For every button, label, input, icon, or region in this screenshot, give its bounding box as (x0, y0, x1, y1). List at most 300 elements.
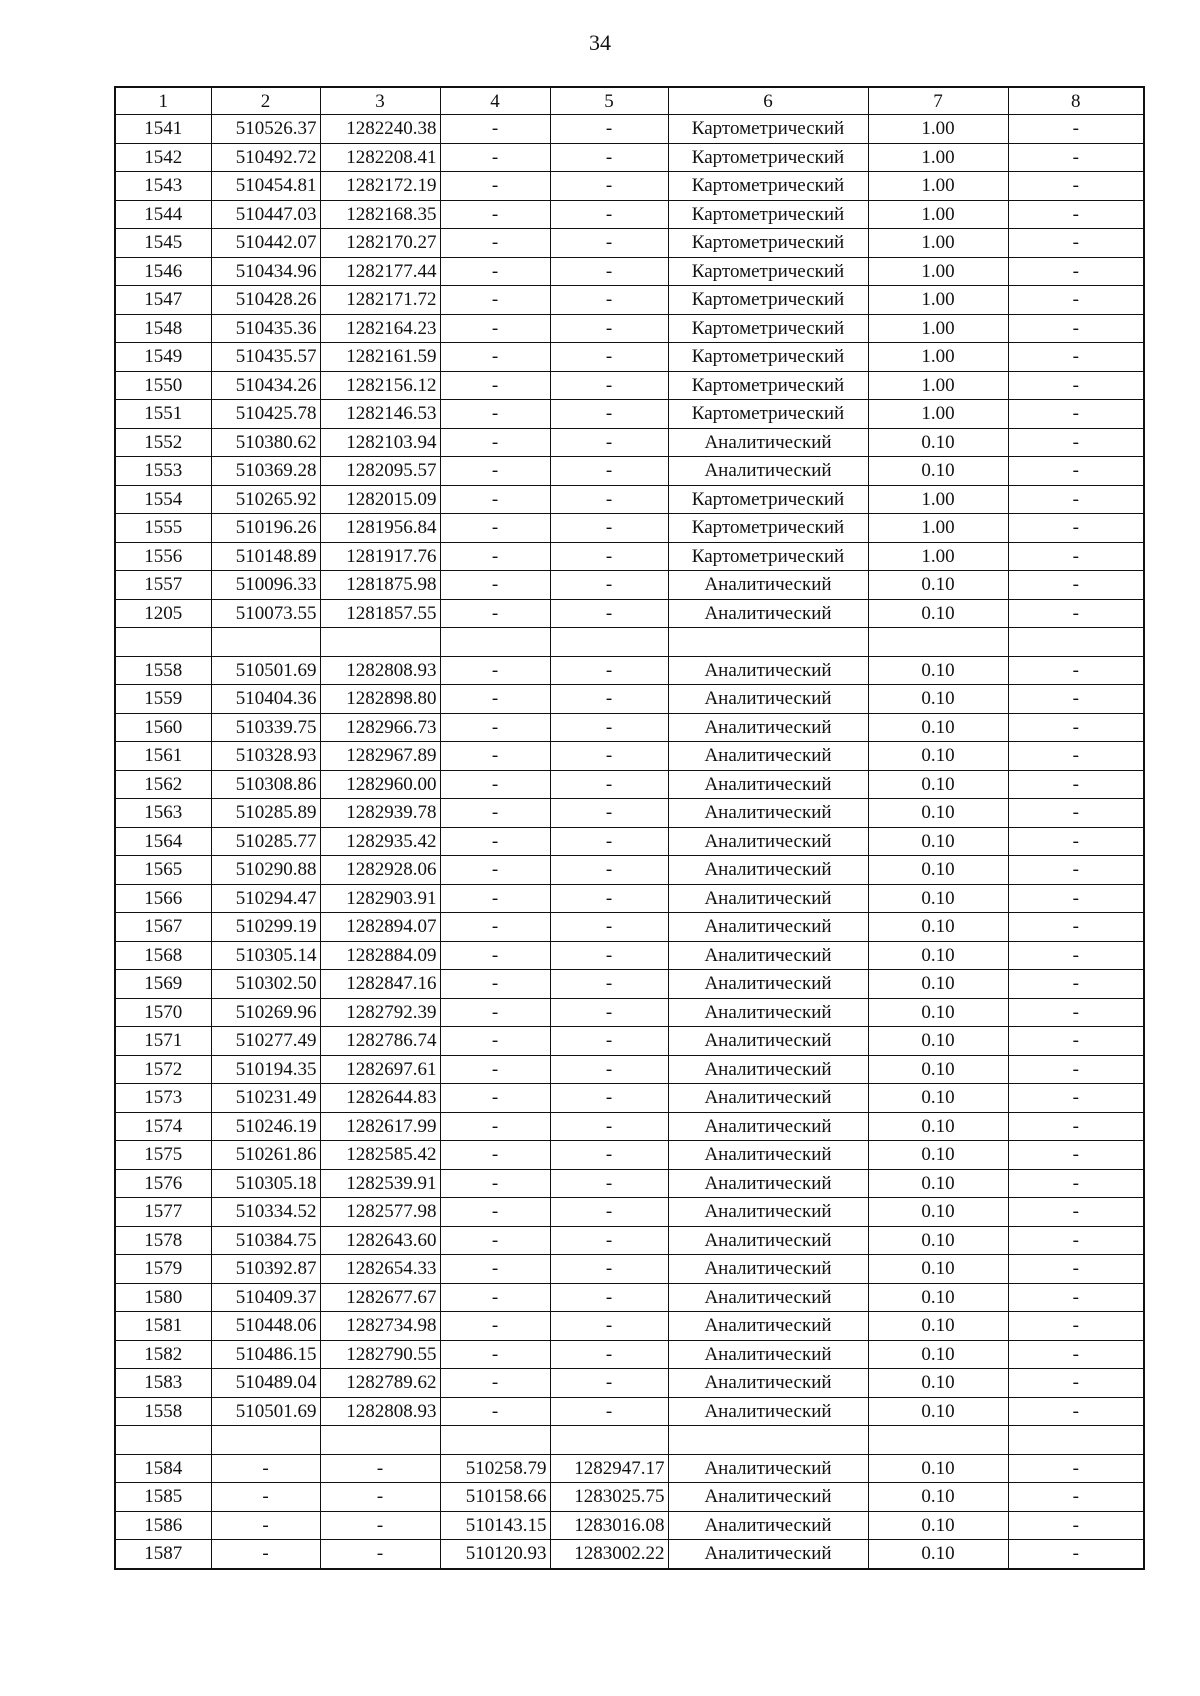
table-cell: 1552 (115, 428, 211, 457)
table-cell: Аналитический (668, 1141, 868, 1170)
table-cell: Картометрический (668, 286, 868, 315)
table-cell: 510305.18 (211, 1169, 320, 1198)
table-cell: - (211, 1540, 320, 1569)
table-cell: - (1008, 115, 1144, 144)
table-cell: - (550, 1055, 668, 1084)
table-cell: 1576 (115, 1169, 211, 1198)
table-cell: Аналитический (668, 1483, 868, 1512)
table-cell: 510096.33 (211, 571, 320, 600)
table-cell: 1282164.23 (320, 314, 440, 343)
table-cell: Аналитический (668, 941, 868, 970)
table-cell: - (1008, 1112, 1144, 1141)
table-cell: - (1008, 1369, 1144, 1398)
table-cell: - (1008, 172, 1144, 201)
table-cell: 510409.37 (211, 1283, 320, 1312)
table-cell: - (550, 514, 668, 543)
table-cell: - (440, 1112, 550, 1141)
table-cell: 510328.93 (211, 742, 320, 771)
table-cell: - (440, 1312, 550, 1341)
table-cell: Картометрический (668, 257, 868, 286)
table-row (115, 343, 1144, 372)
table-cell: - (1008, 286, 1144, 315)
table-row (115, 742, 1144, 771)
table-cell: Аналитический (668, 1226, 868, 1255)
table-cell: - (1008, 1483, 1144, 1512)
table-cell: Аналитический (668, 685, 868, 714)
table-cell: - (440, 970, 550, 999)
table-cell: Аналитический (668, 1283, 868, 1312)
table-cell: Аналитический (668, 656, 868, 685)
table-cell: 510261.86 (211, 1141, 320, 1170)
table-cell: - (1008, 314, 1144, 343)
table-row (115, 1340, 1144, 1369)
table-row (115, 970, 1144, 999)
table-row (115, 1426, 1144, 1455)
table-cell: - (1008, 542, 1144, 571)
table-cell: - (320, 1483, 440, 1512)
table-cell: 510339.75 (211, 713, 320, 742)
table-cell: 0.10 (868, 1312, 1008, 1341)
table-row (115, 1141, 1144, 1170)
table-cell: 1573 (115, 1084, 211, 1113)
table-cell: Картометрический (668, 371, 868, 400)
table-cell: - (440, 542, 550, 571)
table-cell: 510447.03 (211, 200, 320, 229)
table-cell: 510073.55 (211, 599, 320, 628)
table-cell: 1281857.55 (320, 599, 440, 628)
table-cell: - (1008, 913, 1144, 942)
table-cell: - (550, 1112, 668, 1141)
table-cell: 510258.79 (440, 1454, 550, 1483)
table-cell: 1.00 (868, 343, 1008, 372)
table-cell: 510425.78 (211, 400, 320, 429)
table-row (115, 1112, 1144, 1141)
table-row (115, 542, 1144, 571)
table-cell: - (1008, 685, 1144, 714)
table-cell: - (440, 514, 550, 543)
table-cell: 1282171.72 (320, 286, 440, 315)
table-cell: 1282095.57 (320, 457, 440, 486)
table-cell: - (440, 1141, 550, 1170)
table-cell: 1543 (115, 172, 211, 201)
table-cell: - (1008, 1540, 1144, 1569)
table-cell: 0.10 (868, 1540, 1008, 1569)
table-cell: Аналитический (668, 1454, 868, 1483)
table-cell: 510501.69 (211, 656, 320, 685)
table-cell: 1283025.75 (550, 1483, 668, 1512)
column-header: 8 (1008, 87, 1144, 115)
table-row (115, 485, 1144, 514)
table-cell: - (440, 713, 550, 742)
table-cell: 1282146.53 (320, 400, 440, 429)
table-cell: 1282786.74 (320, 1027, 440, 1056)
table-cell: - (550, 1340, 668, 1369)
table-cell: 510294.47 (211, 884, 320, 913)
table-cell: 1556 (115, 542, 211, 571)
table-cell: - (1008, 742, 1144, 771)
table-row (115, 1369, 1144, 1398)
table-cell: - (440, 571, 550, 600)
table-cell: - (440, 941, 550, 970)
table-cell: - (1008, 428, 1144, 457)
table-cell: 0.10 (868, 1027, 1008, 1056)
table-cell: - (440, 257, 550, 286)
table-cell (868, 628, 1008, 657)
table-cell: 510434.96 (211, 257, 320, 286)
table-cell: - (1008, 827, 1144, 856)
table-cell: 0.10 (868, 1141, 1008, 1170)
table-cell: - (1008, 1169, 1144, 1198)
table-cell: Аналитический (668, 713, 868, 742)
table-cell: 1282847.16 (320, 970, 440, 999)
table-cell: 1580 (115, 1283, 211, 1312)
table-cell: 1586 (115, 1511, 211, 1540)
table-cell: - (550, 229, 668, 258)
table-cell: Аналитический (668, 1312, 868, 1341)
table-cell: 0.10 (868, 599, 1008, 628)
table-cell: 0.10 (868, 941, 1008, 970)
table-cell: 1.00 (868, 542, 1008, 571)
table-cell: 1562 (115, 770, 211, 799)
table-cell: - (550, 571, 668, 600)
table-cell: - (1008, 400, 1144, 429)
table-cell: 510196.26 (211, 514, 320, 543)
table-cell: - (1008, 257, 1144, 286)
table-row (115, 1454, 1144, 1483)
table-cell: 1565 (115, 856, 211, 885)
table-cell: 0.10 (868, 1255, 1008, 1284)
table-cell: 0.10 (868, 856, 1008, 885)
table-cell: 1282177.44 (320, 257, 440, 286)
table-cell: Аналитический (668, 827, 868, 856)
table-cell: - (440, 1226, 550, 1255)
table-cell: 1549 (115, 343, 211, 372)
table-cell: 1282734.98 (320, 1312, 440, 1341)
table-cell: 1577 (115, 1198, 211, 1227)
table-cell: - (440, 1169, 550, 1198)
table-cell: - (1008, 1141, 1144, 1170)
table-cell: Аналитический (668, 1397, 868, 1426)
header-row (115, 87, 1144, 115)
table-cell: - (1008, 1511, 1144, 1540)
table-cell: 1575 (115, 1141, 211, 1170)
column-header: 3 (320, 87, 440, 115)
table-cell: 0.10 (868, 1483, 1008, 1512)
table-cell: - (550, 172, 668, 201)
table-cell: 0.10 (868, 685, 1008, 714)
table-cell: - (440, 685, 550, 714)
table-cell: - (440, 115, 550, 144)
table-cell: Аналитический (668, 998, 868, 1027)
table-cell: 510120.93 (440, 1540, 550, 1569)
table-cell: 1282644.83 (320, 1084, 440, 1113)
table-row (115, 1312, 1144, 1341)
table-row (115, 286, 1144, 315)
table-cell: 1587 (115, 1540, 211, 1569)
table-cell: - (440, 457, 550, 486)
table-cell: 1541 (115, 115, 211, 144)
table-cell: 1282170.27 (320, 229, 440, 258)
table-cell: 1554 (115, 485, 211, 514)
table-cell: 1.00 (868, 485, 1008, 514)
table-cell: 1282539.91 (320, 1169, 440, 1198)
table-row (115, 457, 1144, 486)
table-cell: 1560 (115, 713, 211, 742)
table-cell: - (550, 799, 668, 828)
table-cell: - (440, 799, 550, 828)
table-cell: Аналитический (668, 1055, 868, 1084)
table-row (115, 685, 1144, 714)
table-cell (668, 1426, 868, 1455)
table-cell: 1558 (115, 1397, 211, 1426)
table-cell: - (440, 742, 550, 771)
table-cell: - (1008, 571, 1144, 600)
table-cell: - (440, 1369, 550, 1398)
table-cell: 510448.06 (211, 1312, 320, 1341)
table-row (115, 1397, 1144, 1426)
table-cell: 1282617.99 (320, 1112, 440, 1141)
table-cell: 1574 (115, 1112, 211, 1141)
table-cell: - (440, 1255, 550, 1284)
table-cell: 1282208.41 (320, 143, 440, 172)
table-cell: - (550, 1169, 668, 1198)
table-cell: 1282577.98 (320, 1198, 440, 1227)
table-cell: - (550, 770, 668, 799)
table-cell: 1281956.84 (320, 514, 440, 543)
table-cell: - (1008, 371, 1144, 400)
table-cell: 0.10 (868, 1112, 1008, 1141)
table-cell: Аналитический (668, 1112, 868, 1141)
table-row (115, 143, 1144, 172)
table-cell: - (440, 913, 550, 942)
table-cell: 1550 (115, 371, 211, 400)
table-cell: - (550, 1198, 668, 1227)
table-cell (550, 1426, 668, 1455)
table-cell: 1568 (115, 941, 211, 970)
table-cell: 510486.15 (211, 1340, 320, 1369)
table-cell: - (550, 1397, 668, 1426)
table-cell: - (440, 400, 550, 429)
table-cell: - (211, 1483, 320, 1512)
table-cell: - (1008, 514, 1144, 543)
table-cell: 1.00 (868, 286, 1008, 315)
table-cell: - (550, 1141, 668, 1170)
table-cell: - (550, 656, 668, 685)
table-cell: 1551 (115, 400, 211, 429)
table-row (115, 1511, 1144, 1540)
table-cell: - (440, 343, 550, 372)
table-row (115, 1283, 1144, 1312)
table-cell: 1205 (115, 599, 211, 628)
table-row (115, 941, 1144, 970)
table-cell: 510369.28 (211, 457, 320, 486)
table-cell: - (440, 856, 550, 885)
table-cell: 1281917.76 (320, 542, 440, 571)
table-cell: 1.00 (868, 371, 1008, 400)
table-cell: - (550, 1027, 668, 1056)
table-cell (211, 628, 320, 657)
table-cell: 1542 (115, 143, 211, 172)
table-cell: Аналитический (668, 599, 868, 628)
table-cell: Картометрический (668, 115, 868, 144)
table-cell: Аналитический (668, 1511, 868, 1540)
table-cell: Картометрический (668, 229, 868, 258)
table-cell: - (1008, 941, 1144, 970)
table-cell: 1282790.55 (320, 1340, 440, 1369)
table-cell: 0.10 (868, 1454, 1008, 1483)
table-cell: 0.10 (868, 1055, 1008, 1084)
table-row (115, 115, 1144, 144)
table-cell: - (1008, 457, 1144, 486)
table-cell: 510285.77 (211, 827, 320, 856)
table-cell: 510265.92 (211, 485, 320, 514)
table-cell: - (550, 343, 668, 372)
table-cell: Картометрический (668, 485, 868, 514)
table-cell: 1.00 (868, 172, 1008, 201)
table-cell: - (550, 428, 668, 457)
table-cell: - (440, 1084, 550, 1113)
table-cell: - (1008, 229, 1144, 258)
table-cell: Картометрический (668, 314, 868, 343)
table-cell: 1571 (115, 1027, 211, 1056)
page-number: 34 (589, 30, 611, 55)
table-cell (550, 628, 668, 657)
table-cell: 1282643.60 (320, 1226, 440, 1255)
table-cell: - (550, 115, 668, 144)
table-row (115, 1255, 1144, 1284)
column-header: 7 (868, 87, 1008, 115)
table-cell: - (550, 1226, 668, 1255)
table-cell: 0.10 (868, 770, 1008, 799)
table-cell: - (440, 1397, 550, 1426)
table-cell: 1282894.07 (320, 913, 440, 942)
table-cell: 0.10 (868, 827, 1008, 856)
coordinates-table (114, 86, 1145, 1570)
table-cell: 510526.37 (211, 115, 320, 144)
table-cell: 1282939.78 (320, 799, 440, 828)
table-cell: Аналитический (668, 1198, 868, 1227)
table-cell: - (1008, 599, 1144, 628)
table-cell: - (1008, 1027, 1144, 1056)
table-cell: - (550, 542, 668, 571)
table-cell: Аналитический (668, 1255, 868, 1284)
table-cell: 0.10 (868, 1397, 1008, 1426)
table-cell: 0.10 (868, 1226, 1008, 1255)
table-cell: 1282903.91 (320, 884, 440, 913)
table-row (115, 913, 1144, 942)
table-cell: 510434.26 (211, 371, 320, 400)
table-cell: 0.10 (868, 884, 1008, 913)
table-cell: - (440, 371, 550, 400)
table-row (115, 1483, 1144, 1512)
table-cell: - (211, 1511, 320, 1540)
table-cell: 510158.66 (440, 1483, 550, 1512)
table-cell: Картометрический (668, 143, 868, 172)
column-header: 5 (550, 87, 668, 115)
table-cell: - (550, 257, 668, 286)
table-row (115, 257, 1144, 286)
table-cell: - (1008, 1397, 1144, 1426)
table-cell: - (1008, 970, 1144, 999)
table-cell: 1544 (115, 200, 211, 229)
table-cell: - (550, 1312, 668, 1341)
table-cell: 1283016.08 (550, 1511, 668, 1540)
table-cell: 1563 (115, 799, 211, 828)
table-cell: Аналитический (668, 571, 868, 600)
table-cell: 510435.57 (211, 343, 320, 372)
table-cell: 1282585.42 (320, 1141, 440, 1170)
table-cell: 510308.86 (211, 770, 320, 799)
table-cell: 510501.69 (211, 1397, 320, 1426)
table-cell: - (440, 428, 550, 457)
table-cell: 510454.81 (211, 172, 320, 201)
table-cell (320, 1426, 440, 1455)
table-cell: 1281875.98 (320, 571, 440, 600)
table-cell: 0.10 (868, 970, 1008, 999)
table-cell: 510489.04 (211, 1369, 320, 1398)
table-cell: 510428.26 (211, 286, 320, 315)
table-cell: 510290.88 (211, 856, 320, 885)
table-cell: 1282935.42 (320, 827, 440, 856)
table-cell: - (440, 998, 550, 1027)
table-cell: - (1008, 1283, 1144, 1312)
table-cell: - (1008, 1255, 1144, 1284)
table-cell (211, 1426, 320, 1455)
table-row (115, 799, 1144, 828)
table-cell: Аналитический (668, 970, 868, 999)
table-row (115, 571, 1144, 600)
table-cell: Картометрический (668, 172, 868, 201)
table-cell: - (1008, 884, 1144, 913)
table-cell: 1282947.17 (550, 1454, 668, 1483)
table-cell: 0.10 (868, 1340, 1008, 1369)
table-row (115, 713, 1144, 742)
table-cell: 510435.36 (211, 314, 320, 343)
table-row (115, 1226, 1144, 1255)
table-cell: - (440, 770, 550, 799)
table-cell: 0.10 (868, 1511, 1008, 1540)
table-cell (440, 628, 550, 657)
table-cell: Картометрический (668, 514, 868, 543)
table-cell: - (1008, 656, 1144, 685)
table-cell: 0.10 (868, 457, 1008, 486)
column-header: 4 (440, 87, 550, 115)
table-cell: Аналитический (668, 742, 868, 771)
table-cell: 1282161.59 (320, 343, 440, 372)
table-cell: 0.10 (868, 571, 1008, 600)
table-cell: Аналитический (668, 457, 868, 486)
table-row (115, 856, 1144, 885)
table-cell: 1.00 (868, 229, 1008, 258)
table-cell: - (1008, 1084, 1144, 1113)
table-cell: - (320, 1454, 440, 1483)
table-cell: - (550, 856, 668, 885)
table-cell: Аналитический (668, 799, 868, 828)
table-cell: 1282884.09 (320, 941, 440, 970)
table-cell: 510334.52 (211, 1198, 320, 1227)
table-cell: - (550, 1255, 668, 1284)
table-cell: Аналитический (668, 1084, 868, 1113)
table-cell: 510384.75 (211, 1226, 320, 1255)
table-cell: 1282966.73 (320, 713, 440, 742)
table-cell: - (550, 970, 668, 999)
table-cell: 510246.19 (211, 1112, 320, 1141)
table-cell: 1282898.80 (320, 685, 440, 714)
table-cell: 510442.07 (211, 229, 320, 258)
table-cell: 1283002.22 (550, 1540, 668, 1569)
table-cell: 510285.89 (211, 799, 320, 828)
table-cell: - (550, 485, 668, 514)
